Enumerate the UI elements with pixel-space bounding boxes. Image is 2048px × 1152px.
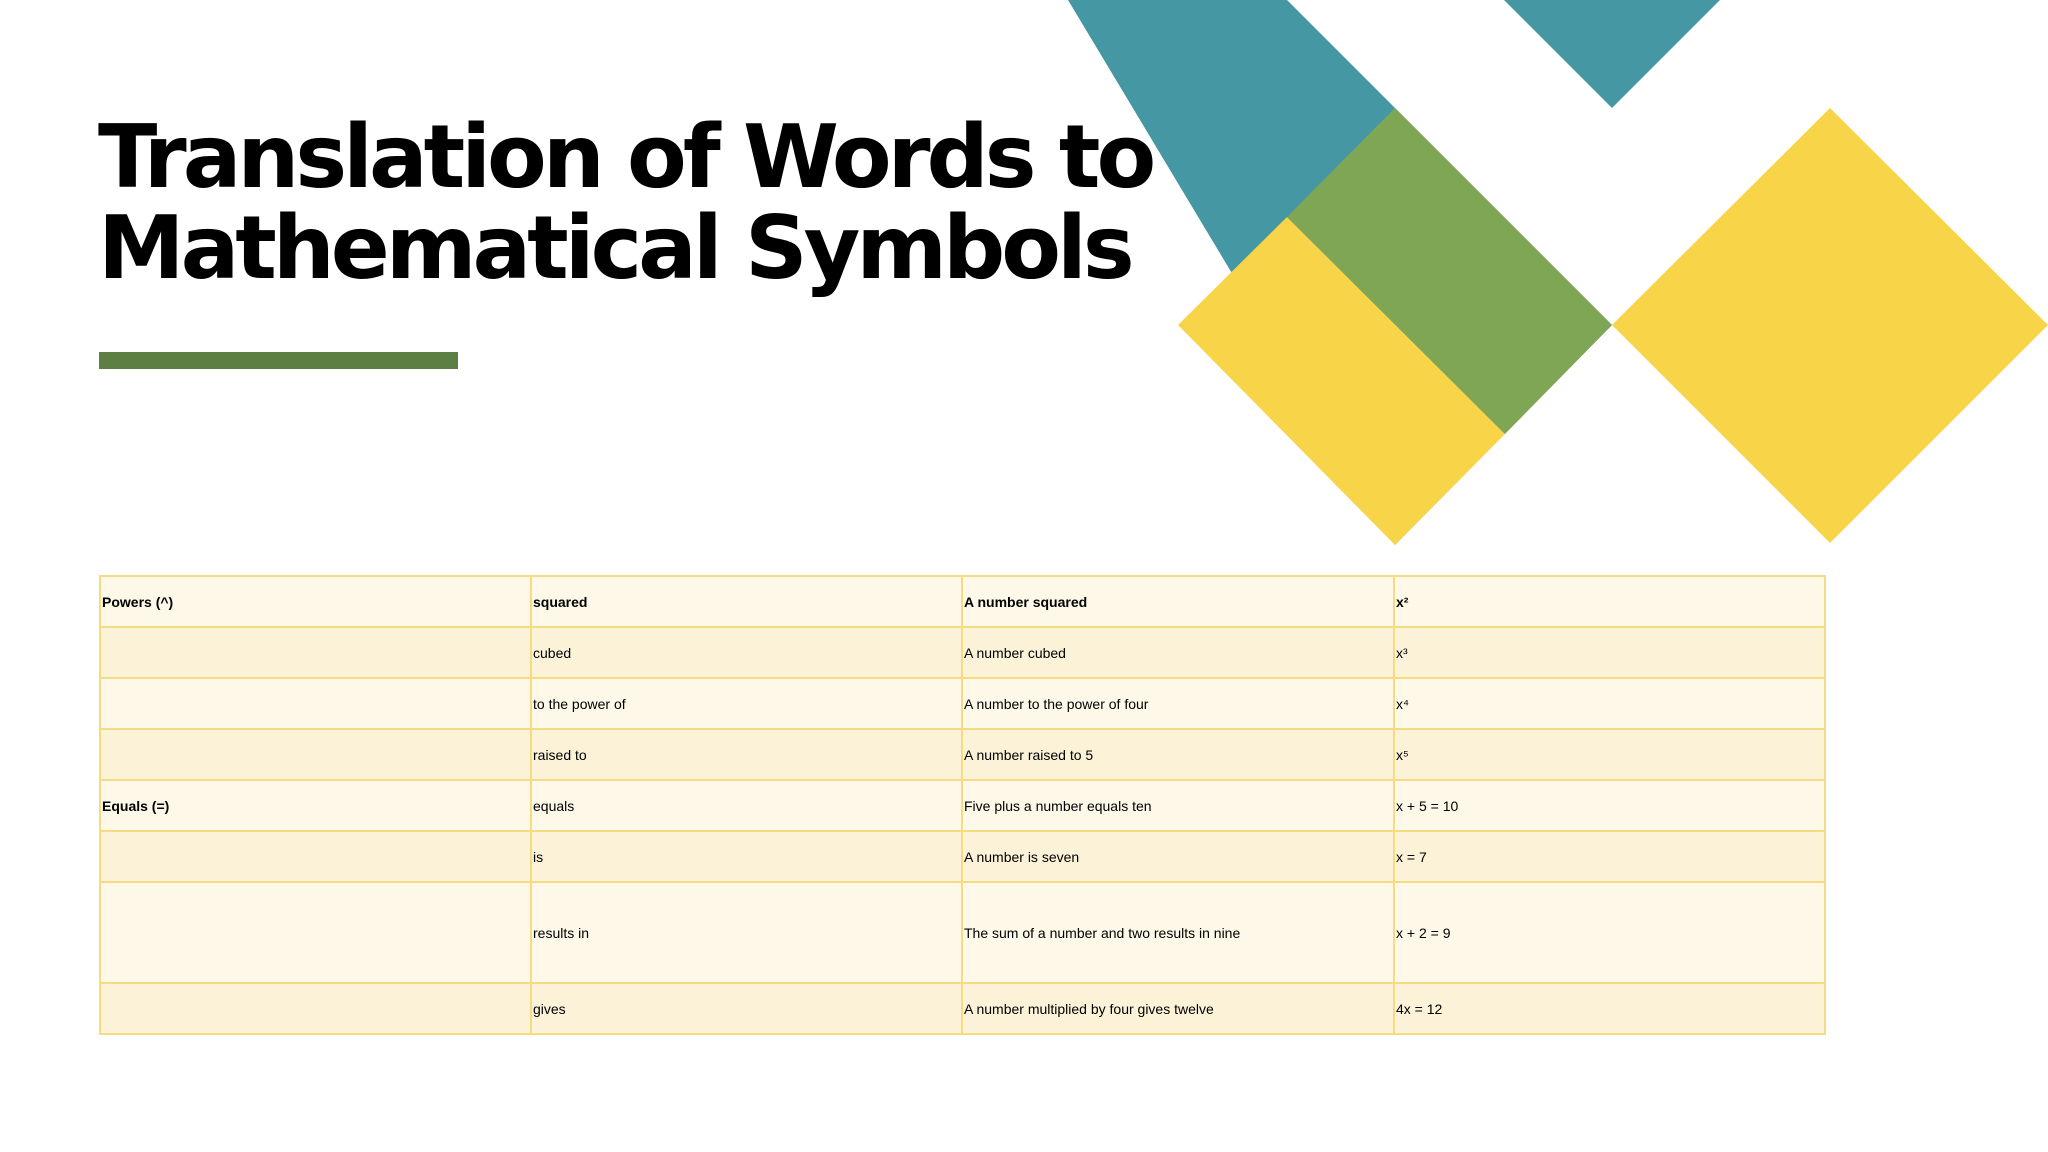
example-cell: Five plus a number equals ten — [962, 780, 1394, 831]
category-cell — [100, 882, 531, 983]
phrase-cell: results in — [531, 882, 962, 983]
table-row — [100, 831, 1825, 882]
table-row — [100, 780, 1825, 831]
example-cell: A number to the power of four — [962, 678, 1394, 729]
category-cell — [100, 729, 531, 780]
table-row — [100, 882, 1825, 983]
table-row — [100, 627, 1825, 678]
example-cell: A number cubed — [962, 627, 1394, 678]
phrase-cell: equals — [531, 780, 962, 831]
phrase-cell: squared — [531, 576, 962, 627]
symbol-cell: 4x = 12 — [1394, 983, 1825, 1034]
phrase-cell: gives — [531, 983, 962, 1034]
category-cell — [100, 627, 531, 678]
example-cell: A number is seven — [962, 831, 1394, 882]
category-cell: Equals (=) — [100, 780, 531, 831]
symbol-cell: x + 5 = 10 — [1394, 780, 1825, 831]
table-row — [100, 576, 1825, 627]
slide-title: Translation of Words to Mathematical Symbols — [98, 106, 1153, 299]
table-row — [100, 983, 1825, 1034]
category-cell — [100, 831, 531, 882]
translation-table — [99, 575, 1824, 1035]
phrase-cell: cubed — [531, 627, 962, 678]
example-cell: A number raised to 5 — [962, 729, 1394, 780]
phrase-cell: to the power of — [531, 678, 962, 729]
table-row — [100, 678, 1825, 729]
symbol-cell: x³ — [1394, 627, 1825, 678]
example-cell: The sum of a number and two results in nine — [962, 882, 1394, 983]
yellow-diamond-right-shape — [1612, 108, 2048, 543]
phrase-cell: is — [531, 831, 962, 882]
category-cell: Powers (^) — [100, 576, 531, 627]
example-cell: A number squared — [962, 576, 1394, 627]
teal-triangle-shape — [1504, 0, 1720, 108]
symbol-cell: x + 2 = 9 — [1394, 882, 1825, 983]
symbol-cell: x⁵ — [1394, 729, 1825, 780]
example-cell: A number multiplied by four gives twelve — [962, 983, 1394, 1034]
category-cell — [100, 983, 531, 1034]
symbol-cell: x² — [1394, 576, 1825, 627]
symbol-cell: x⁴ — [1394, 678, 1825, 729]
table-row — [100, 729, 1825, 780]
accent-bar — [99, 352, 458, 369]
symbol-cell: x = 7 — [1394, 831, 1825, 882]
phrase-cell: raised to — [531, 729, 962, 780]
category-cell — [100, 678, 531, 729]
